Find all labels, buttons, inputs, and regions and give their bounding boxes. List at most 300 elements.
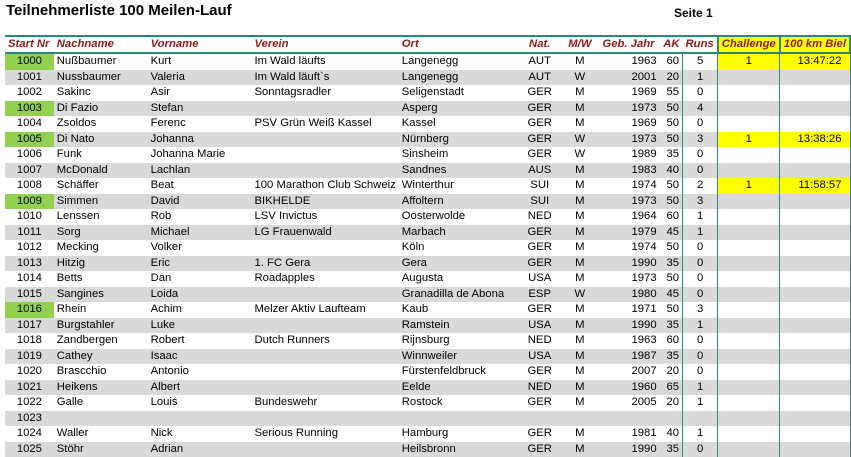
biel-time-cell[interactable]: 13:38:26 bbox=[780, 132, 850, 148]
biel-time-cell[interactable] bbox=[780, 364, 850, 380]
geb-jahr-cell[interactable]: 1969 bbox=[597, 85, 659, 101]
challenge-cell[interactable] bbox=[718, 271, 780, 287]
geb-jahr-cell[interactable]: 1974 bbox=[597, 240, 659, 256]
table-row[interactable] bbox=[5, 318, 850, 334]
nat-cell[interactable]: NED bbox=[517, 209, 562, 225]
table-row[interactable] bbox=[5, 442, 850, 457]
geb-jahr-cell[interactable]: 1990 bbox=[597, 256, 659, 272]
challenge-cell[interactable] bbox=[718, 194, 780, 210]
ak-cell[interactable]: 45 bbox=[660, 287, 683, 303]
start-nr-cell[interactable]: 1001 bbox=[5, 70, 54, 86]
ort-cell[interactable]: Ramstein bbox=[399, 318, 517, 334]
biel-time-cell[interactable] bbox=[780, 225, 850, 241]
nachname-cell[interactable]: Zsoldos bbox=[54, 116, 148, 132]
challenge-cell[interactable] bbox=[718, 287, 780, 303]
ak-cell[interactable]: 35 bbox=[660, 442, 683, 457]
challenge-cell[interactable]: 1 bbox=[718, 178, 780, 194]
ak-cell[interactable]: 20 bbox=[660, 395, 683, 411]
biel-time-cell[interactable] bbox=[780, 147, 850, 163]
ort-cell[interactable]: Gera bbox=[399, 256, 517, 272]
nachname-cell[interactable]: Betts bbox=[54, 271, 148, 287]
runs-cell[interactable]: 3 bbox=[683, 302, 718, 318]
mw-cell[interactable]: M bbox=[562, 85, 597, 101]
vorname-cell[interactable]: Achim bbox=[148, 302, 252, 318]
mw-cell[interactable]: M bbox=[562, 225, 597, 241]
geb-jahr-cell[interactable]: 1973 bbox=[597, 194, 659, 210]
biel-time-cell[interactable]: 11:58:57 bbox=[780, 178, 850, 194]
ak-cell[interactable]: 50 bbox=[660, 302, 683, 318]
geb-jahr-cell[interactable]: 1990 bbox=[597, 318, 659, 334]
geb-jahr-cell[interactable]: 1983 bbox=[597, 163, 659, 179]
start-nr-cell[interactable]: 1013 bbox=[5, 256, 54, 272]
geb-jahr-cell[interactable]: 1960 bbox=[597, 380, 659, 396]
mw-cell[interactable]: M bbox=[562, 194, 597, 210]
biel-time-cell[interactable] bbox=[780, 333, 850, 349]
geb-jahr-cell[interactable]: 1979 bbox=[597, 225, 659, 241]
verein-cell[interactable] bbox=[251, 147, 398, 163]
start-nr-cell[interactable]: 1009 bbox=[5, 194, 54, 210]
vorname-cell[interactable]: Valeria bbox=[148, 70, 252, 86]
vorname-cell[interactable]: Robert bbox=[148, 333, 252, 349]
verein-cell[interactable] bbox=[251, 364, 398, 380]
ak-cell[interactable]: 35 bbox=[660, 256, 683, 272]
table-row[interactable] bbox=[5, 225, 850, 241]
ort-cell[interactable]: Marbach bbox=[399, 225, 517, 241]
nat-cell[interactable]: GER bbox=[517, 101, 562, 117]
table-row[interactable] bbox=[5, 302, 850, 318]
verein-cell[interactable] bbox=[251, 132, 398, 148]
start-nr-cell[interactable]: 1010 bbox=[5, 209, 54, 225]
ak-cell[interactable]: 60 bbox=[660, 53, 683, 70]
start-nr-cell[interactable]: 1023 bbox=[5, 411, 54, 427]
vorname-cell[interactable]: Kurt bbox=[148, 53, 252, 70]
runs-cell[interactable]: 0 bbox=[683, 349, 718, 365]
challenge-cell[interactable] bbox=[718, 101, 780, 117]
ort-cell[interactable]: Winnweiler bbox=[399, 349, 517, 365]
ak-cell[interactable]: 50 bbox=[660, 132, 683, 148]
start-nr-cell[interactable]: 1005 bbox=[5, 132, 54, 148]
biel-time-cell[interactable] bbox=[780, 101, 850, 117]
nat-cell[interactable]: AUT bbox=[517, 53, 562, 70]
biel-time-cell[interactable] bbox=[780, 426, 850, 442]
runs-cell[interactable]: 0 bbox=[683, 287, 718, 303]
start-nr-cell[interactable]: 1018 bbox=[5, 333, 54, 349]
geb-jahr-cell[interactable]: 1974 bbox=[597, 178, 659, 194]
start-nr-cell[interactable]: 1012 bbox=[5, 240, 54, 256]
nat-cell[interactable]: GER bbox=[517, 364, 562, 380]
col-vorname[interactable]: Vorname bbox=[148, 36, 252, 53]
col-runs[interactable]: Runs bbox=[683, 36, 718, 53]
geb-jahr-cell[interactable]: 2005 bbox=[597, 395, 659, 411]
nachname-cell[interactable] bbox=[54, 411, 148, 427]
vorname-cell[interactable]: Louis bbox=[148, 395, 252, 411]
biel-time-cell[interactable] bbox=[780, 287, 850, 303]
mw-cell[interactable]: W bbox=[562, 287, 597, 303]
mw-cell[interactable]: W bbox=[562, 132, 597, 148]
biel-time-cell[interactable] bbox=[780, 85, 850, 101]
nachname-cell[interactable]: Brascchio bbox=[54, 364, 148, 380]
runs-cell[interactable]: 1 bbox=[683, 380, 718, 396]
mw-cell[interactable]: W bbox=[562, 70, 597, 86]
ort-cell[interactable] bbox=[399, 411, 517, 427]
nachname-cell[interactable]: Zandbergen bbox=[54, 333, 148, 349]
ak-cell[interactable]: 50 bbox=[660, 116, 683, 132]
nachname-cell[interactable]: Nußbaumer bbox=[54, 53, 148, 70]
vorname-cell[interactable]: Antonio bbox=[148, 364, 252, 380]
biel-time-cell[interactable] bbox=[780, 302, 850, 318]
nat-cell[interactable]: GER bbox=[517, 256, 562, 272]
mw-cell[interactable]: M bbox=[562, 380, 597, 396]
start-nr-cell[interactable]: 1015 bbox=[5, 287, 54, 303]
runs-cell[interactable]: 5 bbox=[683, 53, 718, 70]
verein-cell[interactable] bbox=[251, 380, 398, 396]
nachname-cell[interactable]: Simmen bbox=[54, 194, 148, 210]
mw-cell[interactable]: M bbox=[562, 178, 597, 194]
table-row[interactable] bbox=[5, 395, 850, 411]
start-nr-cell[interactable]: 1006 bbox=[5, 147, 54, 163]
nachname-cell[interactable]: Burgstahler bbox=[54, 318, 148, 334]
mw-cell[interactable]: M bbox=[562, 240, 597, 256]
challenge-cell[interactable] bbox=[718, 302, 780, 318]
verein-cell[interactable]: PSV Grün Weiß Kassel bbox=[251, 116, 398, 132]
table-row[interactable] bbox=[5, 271, 850, 287]
start-nr-cell[interactable]: 1000 bbox=[5, 53, 54, 70]
nat-cell[interactable]: GER bbox=[517, 302, 562, 318]
vorname-cell[interactable]: Isaac bbox=[148, 349, 252, 365]
runs-cell[interactable]: 0 bbox=[683, 240, 718, 256]
ort-cell[interactable]: Kassel bbox=[399, 116, 517, 132]
mw-cell[interactable]: M bbox=[562, 349, 597, 365]
ort-cell[interactable]: Rijnsburg bbox=[399, 333, 517, 349]
mw-cell[interactable] bbox=[562, 411, 597, 427]
mw-cell[interactable]: M bbox=[562, 163, 597, 179]
ort-cell[interactable]: Köln bbox=[399, 240, 517, 256]
nachname-cell[interactable]: Schäffer bbox=[54, 178, 148, 194]
verein-cell[interactable] bbox=[251, 101, 398, 117]
challenge-cell[interactable] bbox=[718, 442, 780, 457]
biel-time-cell[interactable] bbox=[780, 380, 850, 396]
nachname-cell[interactable]: McDonald bbox=[54, 163, 148, 179]
geb-jahr-cell[interactable]: 1980 bbox=[597, 287, 659, 303]
col-verein[interactable]: Verein bbox=[251, 36, 398, 53]
vorname-cell[interactable]: Albert bbox=[148, 380, 252, 396]
runs-cell[interactable]: 1 bbox=[683, 70, 718, 86]
runs-cell[interactable]: 1 bbox=[683, 426, 718, 442]
verein-cell[interactable] bbox=[251, 163, 398, 179]
vorname-cell[interactable]: Lachlan bbox=[148, 163, 252, 179]
ak-cell[interactable]: 45 bbox=[660, 225, 683, 241]
nat-cell[interactable]: AUT bbox=[517, 70, 562, 86]
challenge-cell[interactable] bbox=[718, 85, 780, 101]
ak-cell[interactable]: 20 bbox=[660, 70, 683, 86]
geb-jahr-cell[interactable]: 1989 bbox=[597, 147, 659, 163]
start-nr-cell[interactable]: 1017 bbox=[5, 318, 54, 334]
mw-cell[interactable]: M bbox=[562, 209, 597, 225]
geb-jahr-cell[interactable]: 2007 bbox=[597, 364, 659, 380]
nat-cell[interactable]: GER bbox=[517, 85, 562, 101]
nachname-cell[interactable]: Sakinc bbox=[54, 85, 148, 101]
challenge-cell[interactable] bbox=[718, 116, 780, 132]
verein-cell[interactable] bbox=[251, 287, 398, 303]
runs-cell[interactable]: 0 bbox=[683, 147, 718, 163]
nat-cell[interactable]: ESP bbox=[517, 287, 562, 303]
col-mw[interactable]: M/W bbox=[562, 36, 597, 53]
runs-cell[interactable]: 0 bbox=[683, 116, 718, 132]
ort-cell[interactable]: Heilsbronn bbox=[399, 442, 517, 457]
verein-cell[interactable] bbox=[251, 442, 398, 457]
table-row[interactable] bbox=[5, 380, 850, 396]
ak-cell[interactable]: 40 bbox=[660, 163, 683, 179]
table-row[interactable] bbox=[5, 240, 850, 256]
geb-jahr-cell[interactable]: 1973 bbox=[597, 101, 659, 117]
verein-cell[interactable] bbox=[251, 411, 398, 427]
geb-jahr-cell[interactable]: 1963 bbox=[597, 53, 659, 70]
geb-jahr-cell[interactable]: 1990 bbox=[597, 442, 659, 457]
vorname-cell[interactable]: Johanna bbox=[148, 132, 252, 148]
verein-cell[interactable]: 100 Marathon Club Schweiz bbox=[251, 178, 398, 194]
col-biel[interactable]: 100 km Biel bbox=[780, 36, 850, 53]
table-row[interactable] bbox=[5, 209, 850, 225]
nachname-cell[interactable]: Nussbaumer bbox=[54, 70, 148, 86]
ak-cell[interactable]: 65 bbox=[660, 380, 683, 396]
biel-time-cell[interactable] bbox=[780, 349, 850, 365]
verein-cell[interactable]: BIKHELDE bbox=[251, 194, 398, 210]
start-nr-cell[interactable]: 1020 bbox=[5, 364, 54, 380]
ak-cell[interactable]: 20 bbox=[660, 364, 683, 380]
nat-cell[interactable]: GER bbox=[517, 225, 562, 241]
geb-jahr-cell[interactable]: 1969 bbox=[597, 116, 659, 132]
biel-time-cell[interactable] bbox=[780, 271, 850, 287]
biel-time-cell[interactable] bbox=[780, 318, 850, 334]
nat-cell[interactable]: NED bbox=[517, 333, 562, 349]
verein-cell[interactable]: Melzer Aktiv Laufteam bbox=[251, 302, 398, 318]
runs-cell[interactable]: 1 bbox=[683, 395, 718, 411]
start-nr-cell[interactable]: 1002 bbox=[5, 85, 54, 101]
nachname-cell[interactable]: Galle bbox=[54, 395, 148, 411]
vorname-cell[interactable]: Volker bbox=[148, 240, 252, 256]
runs-cell[interactable]: 0 bbox=[683, 256, 718, 272]
ak-cell[interactable]: 60 bbox=[660, 209, 683, 225]
geb-jahr-cell[interactable] bbox=[597, 411, 659, 427]
table-row[interactable] bbox=[5, 147, 850, 163]
table-row[interactable] bbox=[5, 256, 850, 272]
table-row[interactable] bbox=[5, 287, 850, 303]
table-row[interactable] bbox=[5, 101, 850, 117]
verein-cell[interactable]: LSV Invictus bbox=[251, 209, 398, 225]
challenge-cell[interactable] bbox=[718, 209, 780, 225]
start-nr-cell[interactable]: 1021 bbox=[5, 380, 54, 396]
start-nr-cell[interactable]: 1004 bbox=[5, 116, 54, 132]
table-row[interactable] bbox=[5, 163, 850, 179]
ort-cell[interactable]: Fürstenfeldbruck bbox=[399, 364, 517, 380]
mw-cell[interactable]: M bbox=[562, 333, 597, 349]
biel-time-cell[interactable] bbox=[780, 411, 850, 427]
ak-cell[interactable]: 35 bbox=[660, 147, 683, 163]
mw-cell[interactable]: M bbox=[562, 364, 597, 380]
nachname-cell[interactable]: Sorg bbox=[54, 225, 148, 241]
verein-cell[interactable] bbox=[251, 240, 398, 256]
verein-cell[interactable]: Serious Running bbox=[251, 426, 398, 442]
nat-cell[interactable]: SUI bbox=[517, 194, 562, 210]
ak-cell[interactable]: 50 bbox=[660, 240, 683, 256]
biel-time-cell[interactable] bbox=[780, 240, 850, 256]
nat-cell[interactable]: USA bbox=[517, 271, 562, 287]
runs-cell[interactable]: 0 bbox=[683, 271, 718, 287]
ort-cell[interactable]: Hamburg bbox=[399, 426, 517, 442]
biel-time-cell[interactable] bbox=[780, 395, 850, 411]
start-nr-cell[interactable]: 1019 bbox=[5, 349, 54, 365]
vorname-cell[interactable]: Nick bbox=[148, 426, 252, 442]
nat-cell[interactable]: GER bbox=[517, 426, 562, 442]
ort-cell[interactable]: Sandnes bbox=[399, 163, 517, 179]
challenge-cell[interactable] bbox=[718, 411, 780, 427]
mw-cell[interactable]: M bbox=[562, 53, 597, 70]
vorname-cell[interactable] bbox=[148, 411, 252, 427]
vorname-cell[interactable]: Stefan bbox=[148, 101, 252, 117]
nat-cell[interactable]: GER bbox=[517, 240, 562, 256]
biel-time-cell[interactable] bbox=[780, 70, 850, 86]
table-row[interactable] bbox=[5, 364, 850, 380]
mw-cell[interactable]: M bbox=[562, 101, 597, 117]
runs-cell[interactable]: 1 bbox=[683, 225, 718, 241]
start-nr-cell[interactable]: 1014 bbox=[5, 271, 54, 287]
biel-time-cell[interactable]: 13:47:22 bbox=[780, 53, 850, 70]
biel-time-cell[interactable] bbox=[780, 163, 850, 179]
runs-cell[interactable]: 0 bbox=[683, 163, 718, 179]
runs-cell[interactable]: 3 bbox=[683, 132, 718, 148]
nachname-cell[interactable]: Lenssen bbox=[54, 209, 148, 225]
table-row[interactable] bbox=[5, 70, 850, 86]
challenge-cell[interactable] bbox=[718, 380, 780, 396]
col-start-nr[interactable]: Start Nr bbox=[5, 36, 54, 53]
ort-cell[interactable]: Kaub bbox=[399, 302, 517, 318]
mw-cell[interactable]: M bbox=[562, 426, 597, 442]
ak-cell[interactable]: 50 bbox=[660, 101, 683, 117]
ak-cell[interactable]: 40 bbox=[660, 426, 683, 442]
runs-cell[interactable]: 0 bbox=[683, 85, 718, 101]
ak-cell[interactable]: 50 bbox=[660, 271, 683, 287]
ak-cell[interactable]: 55 bbox=[660, 85, 683, 101]
mw-cell[interactable]: M bbox=[562, 116, 597, 132]
challenge-cell[interactable] bbox=[718, 256, 780, 272]
table-row[interactable] bbox=[5, 178, 850, 194]
nat-cell[interactable]: USA bbox=[517, 318, 562, 334]
challenge-cell[interactable] bbox=[718, 318, 780, 334]
table-row[interactable] bbox=[5, 349, 850, 365]
nachname-cell[interactable]: Hitzig bbox=[54, 256, 148, 272]
nachname-cell[interactable]: Funk bbox=[54, 147, 148, 163]
col-nachname[interactable]: Nachname bbox=[54, 36, 148, 53]
geb-jahr-cell[interactable]: 1964 bbox=[597, 209, 659, 225]
col-ak[interactable]: AK bbox=[660, 36, 683, 53]
vorname-cell[interactable]: Johanna Marie bbox=[148, 147, 252, 163]
nachname-cell[interactable]: Di Nato bbox=[54, 132, 148, 148]
geb-jahr-cell[interactable]: 1971 bbox=[597, 302, 659, 318]
ak-cell[interactable]: 50 bbox=[660, 178, 683, 194]
col-nat[interactable]: Nat. bbox=[517, 36, 562, 53]
nat-cell[interactable] bbox=[517, 411, 562, 427]
col-ort[interactable]: Ort bbox=[399, 36, 517, 53]
ort-cell[interactable]: Oosterwolde bbox=[399, 209, 517, 225]
mw-cell[interactable]: M bbox=[562, 256, 597, 272]
nat-cell[interactable]: SUI bbox=[517, 178, 562, 194]
nat-cell[interactable]: GER bbox=[517, 147, 562, 163]
ak-cell[interactable]: 60 bbox=[660, 333, 683, 349]
nachname-cell[interactable]: Cathey bbox=[54, 349, 148, 365]
challenge-cell[interactable] bbox=[718, 395, 780, 411]
nachname-cell[interactable]: Rhein bbox=[54, 302, 148, 318]
biel-time-cell[interactable] bbox=[780, 256, 850, 272]
nat-cell[interactable]: GER bbox=[517, 395, 562, 411]
biel-time-cell[interactable] bbox=[780, 209, 850, 225]
ort-cell[interactable]: Sinsheim bbox=[399, 147, 517, 163]
ort-cell[interactable]: Granadilla de Abona bbox=[399, 287, 517, 303]
table-row[interactable] bbox=[5, 194, 850, 210]
verein-cell[interactable]: Roadapples bbox=[251, 271, 398, 287]
ort-cell[interactable]: Eelde bbox=[399, 380, 517, 396]
mw-cell[interactable]: M bbox=[562, 318, 597, 334]
challenge-cell[interactable]: 1 bbox=[718, 53, 780, 70]
table-row[interactable] bbox=[5, 53, 850, 70]
nachname-cell[interactable]: Waller bbox=[54, 426, 148, 442]
vorname-cell[interactable]: Rob bbox=[148, 209, 252, 225]
biel-time-cell[interactable] bbox=[780, 116, 850, 132]
runs-cell[interactable]: 4 bbox=[683, 101, 718, 117]
table-row[interactable] bbox=[5, 333, 850, 349]
challenge-cell[interactable] bbox=[718, 426, 780, 442]
nachname-cell[interactable]: Sangines bbox=[54, 287, 148, 303]
verein-cell[interactable] bbox=[251, 349, 398, 365]
geb-jahr-cell[interactable]: 1987 bbox=[597, 349, 659, 365]
nat-cell[interactable]: GER bbox=[517, 442, 562, 457]
verein-cell[interactable]: 1. FC Gera bbox=[251, 256, 398, 272]
start-nr-cell[interactable]: 1016 bbox=[5, 302, 54, 318]
table-row[interactable] bbox=[5, 116, 850, 132]
runs-cell[interactable]: 1 bbox=[683, 209, 718, 225]
vorname-cell[interactable]: Beat bbox=[148, 178, 252, 194]
runs-cell[interactable]: 0 bbox=[683, 442, 718, 457]
table-row[interactable] bbox=[5, 132, 850, 148]
verein-cell[interactable]: Bundeswehr bbox=[251, 395, 398, 411]
geb-jahr-cell[interactable]: 1973 bbox=[597, 132, 659, 148]
table-row[interactable] bbox=[5, 411, 850, 427]
verein-cell[interactable]: Dutch Runners bbox=[251, 333, 398, 349]
vorname-cell[interactable]: Adrian bbox=[148, 442, 252, 457]
ort-cell[interactable]: Rostock bbox=[399, 395, 517, 411]
vorname-cell[interactable]: Luke bbox=[148, 318, 252, 334]
challenge-cell[interactable] bbox=[718, 163, 780, 179]
ort-cell[interactable]: Affoltern bbox=[399, 194, 517, 210]
geb-jahr-cell[interactable]: 2001 bbox=[597, 70, 659, 86]
vorname-cell[interactable]: David bbox=[148, 194, 252, 210]
vorname-cell[interactable]: Eric bbox=[148, 256, 252, 272]
vorname-cell[interactable]: Michael bbox=[148, 225, 252, 241]
verein-cell[interactable]: Im Wald läufts bbox=[251, 53, 398, 70]
verein-cell[interactable]: Sonntagsradler bbox=[251, 85, 398, 101]
nachname-cell[interactable]: Mecking bbox=[54, 240, 148, 256]
start-nr-cell[interactable]: 1011 bbox=[5, 225, 54, 241]
vorname-cell[interactable]: Asir bbox=[148, 85, 252, 101]
challenge-cell[interactable] bbox=[718, 333, 780, 349]
challenge-cell[interactable] bbox=[718, 70, 780, 86]
col-geb-jahr[interactable]: Geb. Jahr bbox=[597, 36, 659, 53]
table-row[interactable] bbox=[5, 85, 850, 101]
runs-cell[interactable]: 1 bbox=[683, 318, 718, 334]
runs-cell[interactable] bbox=[683, 411, 718, 427]
vorname-cell[interactable]: Dan bbox=[148, 271, 252, 287]
nachname-cell[interactable]: Heikens bbox=[54, 380, 148, 396]
mw-cell[interactable]: M bbox=[562, 442, 597, 457]
